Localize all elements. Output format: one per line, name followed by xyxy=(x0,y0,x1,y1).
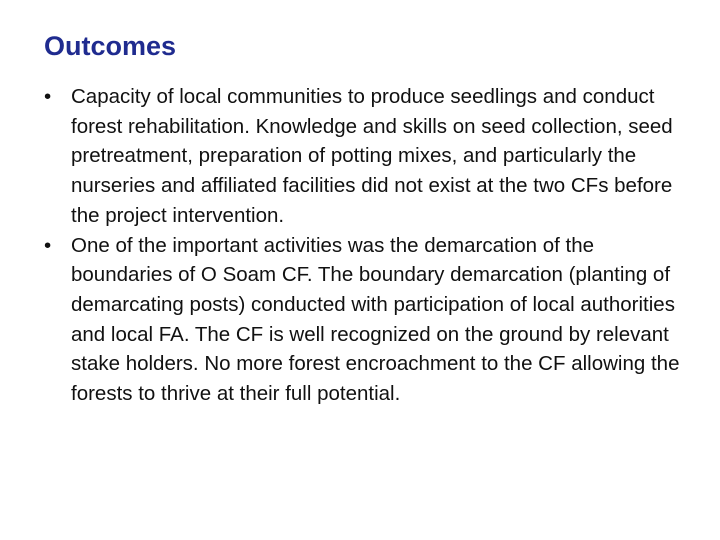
bullet-text: One of the important activities was the demarcation of the boundaries of O Soam CF. The boundary demarcation (planting of demarcating posts) conducted with participation of local authorities and local FA. The CF is well recognized on the ground by relevant stake holders. No more forest encroachment to the CF allowing the forests to thrive at their full potential. xyxy=(71,233,680,406)
bullet-item-capacity xyxy=(44,82,684,231)
bullet-text: Capacity of local communities to produce seedlings and conduct forest rehabilitation. Knowledge and skills on seed collection, seed pretreatment, preparation of potting mixes, and particularly the nurseries and affiliated facilities did not exist at the two CFs before the project intervention. xyxy=(71,85,673,227)
slide-title: Outcomes xyxy=(44,31,177,61)
bullet-marker: • xyxy=(44,85,52,108)
bullet-item-demarcation xyxy=(44,231,684,409)
bullet-marker: • xyxy=(44,233,52,257)
bullet-list xyxy=(44,82,684,409)
